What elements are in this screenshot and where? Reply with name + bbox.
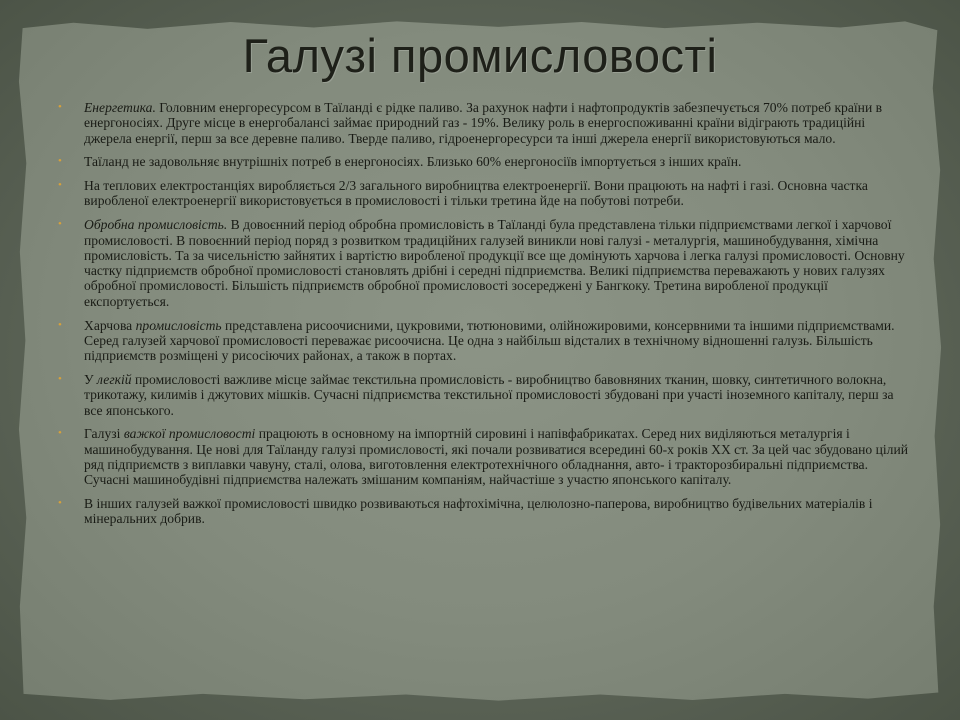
bullet-item-light-industry [58,372,910,418]
bullet-icon: • [58,318,62,331]
bullet-icon: • [58,101,62,113]
bullet-text: На теплових електростанціях виробляється 2/3 загального виробництва електроенергії. Вони працюють на нафті і газі. Основна частка виробленої електроенергії використовується в промисловості і тільки третина йде на побутові потреби. [84,178,868,209]
bullet-item-power-plants [58,178,910,209]
bullet-icon: • [58,427,62,440]
bullet-pre-text: Галузі [84,426,124,442]
bullet-emphasis: важкої промисловості [123,426,256,442]
bullet-text: працюють в основному на імпортній сировині і напівфабрикатах. Серед них виділяються металургія і машинобудування. Це нові для Таїланду галузі промисловості, які почали розвиватися всередині 60-х років ХХ ст. За цей час збудовано цілий ряд підприємств з виплавки чавуну, сталі, олова, виготовлення електротехнічного обладнання, авто- і тракторозбиральні підприємства. Сучасні машинобудівні підприємства належать змішаним компаніям, найчастіше з участю японського капіталу. [84,426,908,488]
bullet-icon: • [58,497,62,510]
bullet-text: Таїланд не задовольняє внутрішніх потреб в енергоносіях. Близько 60% енергоносіїв імпортується з інших країн. [84,154,742,170]
bullet-list [58,100,910,535]
bullet-text: промисловості важливе місце займає текстильна промисловість - виробництво бавовняних тканин, шовку, синтетичного волокна, трикотажу, килимів і джутових мішків. Сучасні підприємства текстильної промисловості збудовані при участі іноземного капіталу, перш за все японського. [84,371,894,418]
bullet-text: В інших галузей важкої промисловості швидко розвиваються нафтохімічна, целюлозно-паперова, виробництво будівельних матеріалів і мінеральних добрив. [84,496,873,527]
bullet-emphasis: легкій [97,371,132,387]
bullet-pre-text: У [84,371,98,387]
bullet-emphasis: промисловість [135,317,222,333]
bullet-item-manufacturing [58,217,910,309]
bullet-icon: • [58,218,62,231]
bullet-text: В довоєнний період обробна промисловість в Таїланді була представлена тільки підприємствами легкої і харчової промисловості. В повоєнний період поряд з розвитком традиційних галузей виникли нові галузі - металургія, машинобудування, хімічна промисловість. Та за чисельністю зайнятих і вартістю виробленої продукції все ще домінують харчова і легка галузі промисловості. Основну частку підприємств обробної промисловості становлять дрібні і середні підприємства. Великі підприємства переважають у нових галузях обробної промисловості. Більшість підприємств обробної промисловості зосереджені у Бангкоку. Третина виробленої продукції експортується. [84,217,905,309]
bullet-text: Головним енергоресурсом в Таїланді є рідке паливо. За рахунок нафти і нафтопродуктів забезпечується 70% потреб країни в енергоносіях. Друге місце в енергобалансі займає природний газ - 19%. Велику роль в енергоспоживанні країни відіграють традиційні джерела енергії, перш за все деревне паливо. Тверде паливо, гідроенергоресурси та інші джерела енергії використовуються мало. [84,100,883,146]
bullet-icon: • [58,372,62,385]
bullet-text: представлена рисоочисними, цукровими, тютюновими, олійножировими, консервними та іншими підприємствами. Серед галузей харчової промисловості переважає рисоочисна. Це одна з найбільш відсталих в технічному відношенні галузь. Більшість підприємств розміщені у рисосіючих районах, а також в портах. [84,317,895,364]
bullet-icon: • [58,155,62,168]
bullet-item-energy [58,100,910,146]
bullet-item-heavy-industry [58,426,910,487]
bullet-item-food-industry [58,318,910,364]
bullet-item-energy-import [58,154,910,169]
bullet-lead-text: Енергетика. [84,100,156,115]
slide-title: Галузі промисловості [242,29,718,82]
bullet-lead-text: Обробна промисловість. [84,217,228,233]
bullet-item-other-industries [58,496,910,527]
bullet-icon: • [58,179,62,192]
bullet-pre-text: Харчова [84,317,136,333]
